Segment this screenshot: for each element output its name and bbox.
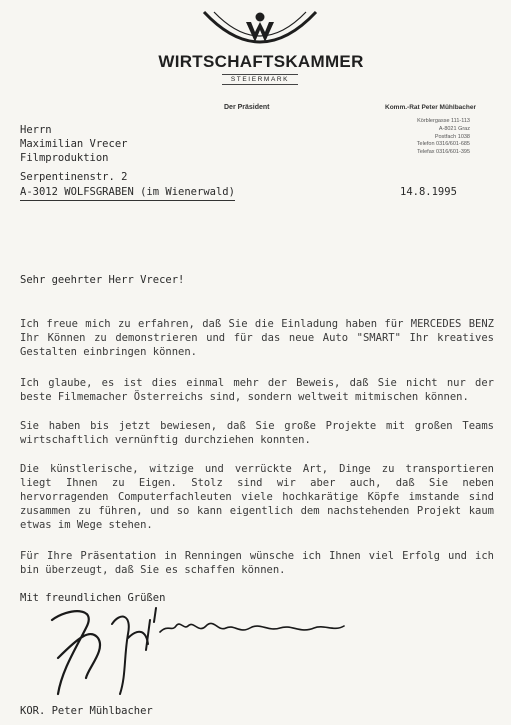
- body-paragraph: Sie haben bis jetzt bewiesen, daß Sie große Projekte mit großen Teams wirtschaftlich vernünftig durchziehen konnten.: [20, 420, 494, 446]
- sender-address-line: Telefon 0316/601-685: [416, 141, 470, 148]
- handwritten-signature: [28, 598, 368, 698]
- sender-address-line: A-8021 Graz: [438, 125, 470, 132]
- sender-address-line: Telefax 0316/601-395: [417, 149, 470, 156]
- body-paragraph: Die künstlerische, witzige und verrückte Art, Dinge zu transportieren liegt Ihnen zu Eigen. Stolz sind wir aber auch, daß Sie neben hervorragenden Computerfachleuten viele hochkarätige Köpfe imstande sind zusammen zu führen, und so kann eigentlich dem nachstehenden Projekt kaum etwas im Wege stehen.: [20, 463, 494, 531]
- recipient-line: Herrn: [20, 124, 52, 136]
- sender-address-line: Körblergasse 111-113: [417, 118, 470, 124]
- letter-date: 14.8.1995: [400, 186, 457, 198]
- recipient-street: Serpentinenstr. 2: [20, 171, 128, 183]
- body-paragraph: Ich freue mich zu erfahren, daß Sie die Einladung haben für MERCEDES BENZ Ihr Können zu demonstrieren und für das neue Auto "SMART" Ihr kreatives Gestalten einbringen können.: [20, 318, 494, 358]
- org-region: STEIERMARK: [222, 74, 298, 85]
- recipient-line: Maximilian Vrecer: [20, 138, 128, 150]
- sender-address-line: Postfach 1038: [434, 133, 470, 140]
- org-name: WIRTSCHAFTSKAMMER: [158, 52, 364, 71]
- sender-address: [400, 118, 470, 157]
- closing: Mit freundlichen Grüßen: [20, 592, 166, 604]
- recipient-line: Filmproduktion: [20, 152, 109, 164]
- chamber-logo-icon: [200, 8, 320, 54]
- sender-name: Komm.-Rat Peter Mühlbacher: [385, 104, 477, 111]
- recipient-block: [20, 123, 127, 165]
- recipient-city: A-3012 WOLFSGRABEN (im Wienerwald): [20, 186, 235, 201]
- salutation: Sehr geehrter Herr Vrecer!: [20, 274, 185, 286]
- body-paragraph: Ich glaube, es ist dies einmal mehr der Beweis, daß Sie nicht nur der beste Filmemacher Österreichs sind, sondern weltweit mitmischen können.: [20, 377, 494, 403]
- body-paragraph: Für Ihre Präsentation in Renningen wünsche ich Ihnen viel Erfolg und ich bin überzeugt, daß Sie es schaffen können.: [20, 550, 494, 576]
- role-title: Der Präsident: [224, 104, 270, 111]
- signer-name: KOR. Peter Mühlbacher: [20, 705, 153, 717]
